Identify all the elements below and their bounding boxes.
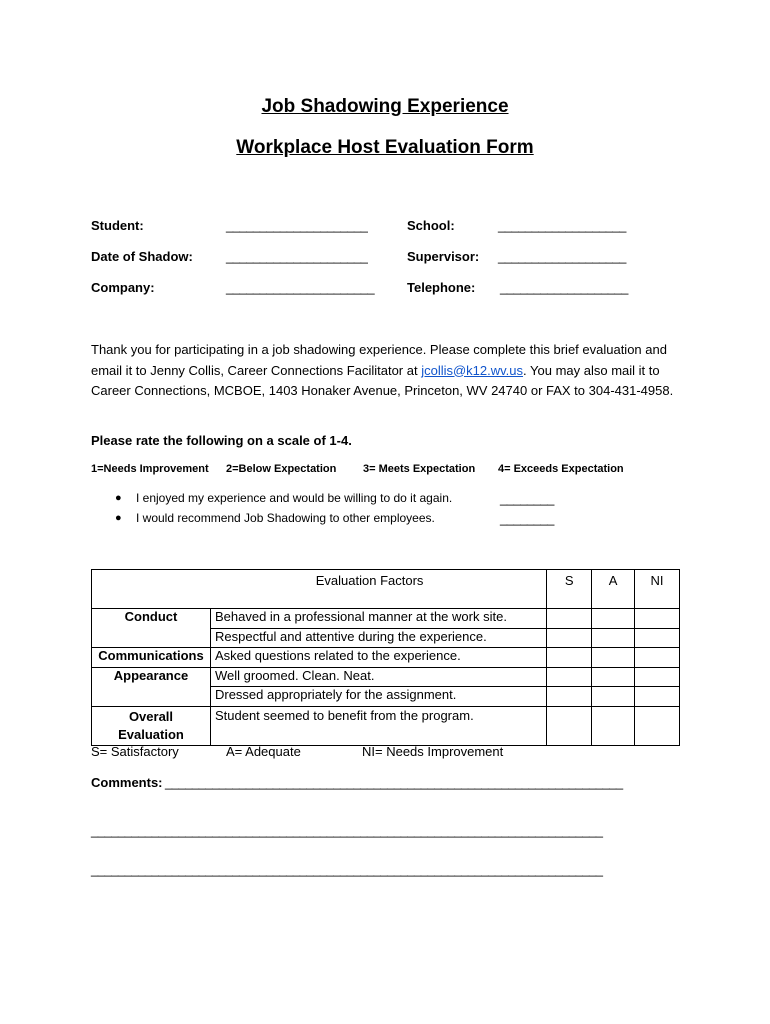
rating-cell-a[interactable]	[592, 706, 635, 745]
date-of-shadow-label: Date of Shadow:	[91, 249, 193, 264]
category-appearance: Appearance	[92, 667, 211, 706]
factor-cell: Asked questions related to the experience.	[210, 648, 546, 668]
supervisor-label: Supervisor:	[407, 249, 480, 264]
col-header-a: A	[592, 570, 635, 609]
category-communications: Communications	[92, 648, 211, 668]
rating-cell-a[interactable]	[592, 687, 635, 707]
school-field[interactable]: ___________________	[498, 218, 626, 233]
bullet-icon: ●	[115, 492, 122, 504]
factor-cell: Respectful and attentive during the experience.	[210, 628, 546, 648]
telephone-label: Telephone:	[407, 280, 476, 295]
scale-item-1: 1=Needs Improvement	[91, 463, 209, 475]
rating-cell-ni[interactable]	[635, 706, 680, 745]
rating-cell-ni[interactable]	[635, 687, 680, 707]
evaluation-factors-header: Evaluation Factors	[92, 570, 547, 609]
col-header-ni: NI	[635, 570, 680, 609]
date-of-shadow-field[interactable]: _____________________	[226, 249, 368, 264]
statement-2: I would recommend Job Shadowing to other employees.	[136, 511, 435, 525]
bullet-icon: ●	[115, 512, 122, 524]
supervisor-field[interactable]: ___________________	[498, 249, 626, 264]
legend-satisfactory: S= Satisfactory	[91, 744, 179, 759]
rating-prompt: Please rate the following on a scale of 1-4.	[91, 433, 352, 448]
rating-cell-a[interactable]	[592, 628, 635, 648]
factor-cell: Dressed appropriately for the assignment.	[210, 687, 546, 707]
rating-cell-a[interactable]	[592, 648, 635, 668]
telephone-field[interactable]: ___________________	[500, 280, 628, 295]
legend-needs-improvement: NI= Needs Improvement	[362, 744, 504, 759]
email-link[interactable]: jcollis@k12.wv.us	[421, 362, 524, 378]
rating-cell-s[interactable]	[547, 648, 592, 668]
student-label: Student:	[91, 218, 144, 233]
school-label: School:	[407, 218, 455, 233]
category-conduct: Conduct	[92, 609, 211, 648]
scale-item-4: 4= Exceeds Expectation	[498, 463, 624, 475]
legend-adequate: A= Adequate	[226, 744, 301, 759]
rating-cell-s[interactable]	[547, 628, 592, 648]
rating-cell-a[interactable]	[592, 609, 635, 629]
col-header-s: S	[547, 570, 592, 609]
statement-1-rating-field[interactable]: ________	[500, 491, 554, 506]
factor-cell: Well groomed. Clean. Neat.	[210, 667, 546, 687]
form-title: Job Shadowing Experience	[261, 96, 509, 117]
statement-2-rating-field[interactable]: ________	[500, 511, 554, 526]
category-overall-evaluation: Overall Evaluation	[92, 706, 211, 745]
comments-field-line-2[interactable]: ____________________________________________________________________________	[91, 823, 603, 838]
scale-item-2: 2=Below Expectation	[226, 463, 337, 475]
rating-cell-ni[interactable]	[635, 667, 680, 687]
form-subtitle: Workplace Host Evaluation Form	[236, 137, 534, 158]
rating-cell-ni[interactable]	[635, 648, 680, 668]
company-label: Company:	[91, 280, 155, 295]
comments-field-line-3[interactable]: ____________________________________________________________________________	[91, 862, 603, 877]
comments-field-line-1[interactable]: ____________________________________________________________________	[165, 775, 623, 790]
scale-item-3: 3= Meets Expectation	[363, 463, 476, 475]
rating-cell-ni[interactable]	[635, 609, 680, 629]
factor-cell: Student seemed to benefit from the program.	[210, 706, 546, 745]
student-field[interactable]: _____________________	[226, 218, 368, 233]
rating-cell-ni[interactable]	[635, 628, 680, 648]
rating-cell-s[interactable]	[547, 706, 592, 745]
intro-paragraph: Thank you for participating in a job shadowing experience. Please complete this brief evaluation and email it to Jenny Collis, Career Connections Facilitator at jcollis@k12.wv.us. You may also mail it to Career Connections, MCBOE, 1403 Honaker Avenue, Princeton, WV 24740 or FAX to 304-431-4958.	[91, 342, 674, 398]
rating-cell-a[interactable]	[592, 667, 635, 687]
company-field[interactable]: ______________________	[226, 280, 375, 295]
comments-label: Comments:	[91, 775, 163, 790]
statement-1: I enjoyed my experience and would be willing to do it again.	[136, 491, 453, 505]
factor-cell: Behaved in a professional manner at the work site.	[210, 609, 546, 629]
rating-cell-s[interactable]	[547, 667, 592, 687]
rating-cell-s[interactable]	[547, 687, 592, 707]
evaluation-table	[91, 569, 680, 746]
rating-cell-s[interactable]	[547, 609, 592, 629]
